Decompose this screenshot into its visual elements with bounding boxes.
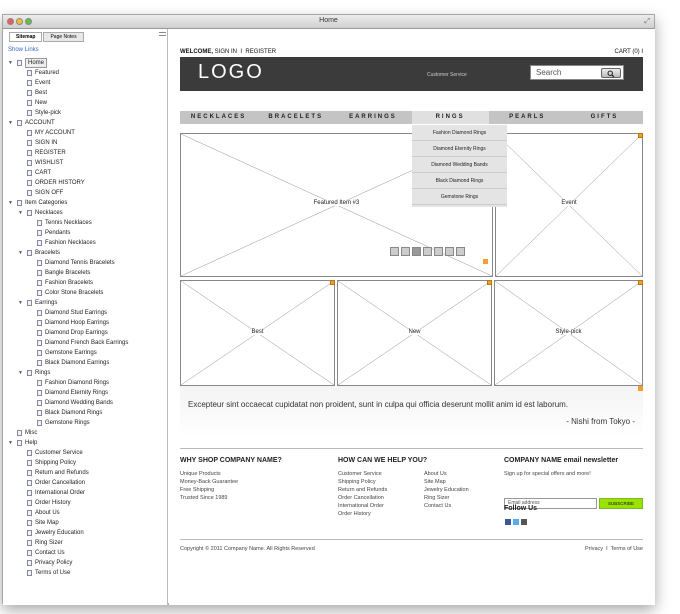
page-icon xyxy=(37,400,42,406)
carousel-dot[interactable] xyxy=(423,247,432,256)
tree-item-label: Diamond Hoop Earrings xyxy=(45,320,110,326)
tree-item[interactable] xyxy=(3,288,168,298)
help-link[interactable]: Order History xyxy=(338,511,371,517)
divider: I xyxy=(606,546,608,552)
tree-item[interactable] xyxy=(3,278,168,288)
tree-item[interactable] xyxy=(3,258,168,268)
page-icon xyxy=(27,130,32,136)
carousel-dot[interactable] xyxy=(390,247,399,256)
help-link[interactable]: Ring Sizer xyxy=(424,495,450,501)
tree-item[interactable] xyxy=(3,498,168,508)
stylepick-placeholder[interactable] xyxy=(494,280,643,386)
tree-item[interactable] xyxy=(3,98,168,108)
tree-item[interactable] xyxy=(3,268,168,278)
page-icon xyxy=(37,350,42,356)
tree-item-label: Black Diamond Earrings xyxy=(45,360,110,366)
tree-item[interactable] xyxy=(3,88,168,98)
tree-item[interactable] xyxy=(3,178,168,188)
page-icon xyxy=(37,320,42,326)
testimonial xyxy=(180,386,643,438)
carousel-dot[interactable] xyxy=(434,247,443,256)
page-icon xyxy=(27,370,32,376)
page-icon xyxy=(27,80,32,86)
page-icon xyxy=(37,260,42,266)
tree-item-label: Fashion Bracelets xyxy=(45,280,94,286)
tree-item-label: Diamond Stud Earrings xyxy=(45,310,108,316)
copyright: Copyright © 2011 Company Name. All Rights Reserved xyxy=(180,546,315,552)
tree-item[interactable] xyxy=(3,488,168,498)
tree-item[interactable] xyxy=(3,138,168,148)
expand-triangle-icon[interactable]: ▼ xyxy=(8,120,13,126)
expand-triangle-icon[interactable]: ▼ xyxy=(18,370,23,376)
tree-item-label: MY ACCOUNT xyxy=(35,130,75,136)
tree-item-label: Pendants xyxy=(45,230,71,236)
tree-item[interactable] xyxy=(3,168,168,178)
tree-item[interactable] xyxy=(3,58,168,68)
tree-item[interactable] xyxy=(3,128,168,138)
page-icon xyxy=(17,200,22,206)
expand-triangle-icon[interactable]: ▼ xyxy=(8,440,13,446)
page-icon xyxy=(17,430,22,436)
page-icon xyxy=(27,520,32,526)
page-icon xyxy=(27,90,32,96)
tree-item[interactable] xyxy=(3,108,168,118)
logo[interactable]: LOGO xyxy=(198,61,264,83)
search-button[interactable] xyxy=(601,68,621,78)
page-icon xyxy=(37,290,42,296)
tree-item[interactable] xyxy=(3,358,168,368)
page-icon xyxy=(37,410,42,416)
tree-item[interactable] xyxy=(3,238,168,248)
main-page xyxy=(169,29,655,605)
tree-item-label: Fashion Necklaces xyxy=(45,240,96,246)
tree-item-label: Color Stone Bracelets xyxy=(45,290,104,296)
carousel-dot[interactable] xyxy=(456,247,465,256)
page-icon xyxy=(37,270,42,276)
page-icon xyxy=(27,480,32,486)
tree-item-label: Order History xyxy=(35,500,71,506)
tree-item-label: Bangle Bracelets xyxy=(45,270,91,276)
tree-item-label: Privacy Policy xyxy=(35,560,73,566)
tab-page-notes[interactable]: Page Notes xyxy=(43,32,83,42)
page-icon xyxy=(37,420,42,426)
tree-item[interactable] xyxy=(3,348,168,358)
tree-item-label: Fashion Diamond Rings xyxy=(45,380,110,386)
expand-triangle-icon[interactable]: ▼ xyxy=(18,250,23,256)
tree-item[interactable] xyxy=(3,318,168,328)
tree-item-label: Contact Us xyxy=(35,550,65,556)
testimonial-text: Excepteur sint occaecat cupidatat non proident, sunt in culpa qui officia deserunt mollit anim id est laborum. xyxy=(188,400,569,409)
tree-item-label: Rings xyxy=(35,370,51,376)
tree-item-label: Ring Sizer xyxy=(35,540,63,546)
page-icon xyxy=(27,160,32,166)
help-link[interactable]: Shipping Policy xyxy=(338,479,376,485)
tree-item[interactable] xyxy=(3,568,168,578)
dropdown-item[interactable]: Black Diamond Rings xyxy=(412,173,507,189)
legal-links xyxy=(585,545,643,553)
register-link[interactable]: REGISTER xyxy=(245,49,277,55)
terms-link[interactable]: Terms of Use xyxy=(610,546,643,552)
page-icon xyxy=(27,500,32,506)
tree-item-label: ACCOUNT xyxy=(25,120,55,126)
page-icon xyxy=(37,390,42,396)
best-label: Best xyxy=(181,329,334,335)
help-links-1 xyxy=(338,470,387,518)
tree-item[interactable] xyxy=(3,518,168,528)
tree-item[interactable] xyxy=(3,378,168,388)
page-icon xyxy=(27,510,32,516)
email-field[interactable]: Email address xyxy=(504,498,597,509)
page-icon xyxy=(37,340,42,346)
tree-item-label: Tennis Necklaces xyxy=(45,220,92,226)
tree-item[interactable] xyxy=(3,308,168,318)
new-label: New xyxy=(338,329,491,335)
tree-item[interactable] xyxy=(3,368,168,378)
help-link[interactable]: Customer Service xyxy=(338,471,382,477)
tree-item-label: Return and Refunds xyxy=(35,470,89,476)
testimonial-author: - Nishi from Tokyo - xyxy=(566,417,635,426)
page-icon xyxy=(27,110,32,116)
page-icon xyxy=(37,380,42,386)
tree-item-label: Customer Service xyxy=(35,450,83,456)
tree-item-label: Item Categories xyxy=(25,200,68,206)
page-icon xyxy=(27,250,32,256)
help-title: HOW CAN WE HELP YOU? xyxy=(338,457,428,464)
why-item: Free Shipping xyxy=(180,487,215,493)
note-icon xyxy=(638,280,643,285)
tree-item-label: ORDER HISTORY xyxy=(35,180,85,186)
tree-item[interactable] xyxy=(3,458,168,468)
tree-item-label: Gemstone Rings xyxy=(45,420,90,426)
page-icon xyxy=(27,190,32,196)
page-icon xyxy=(37,240,42,246)
rings-dropdown xyxy=(412,125,507,207)
page-icon xyxy=(17,120,22,126)
why-item: Unique Products xyxy=(180,471,221,477)
nav-pearls[interactable]: PEARLS xyxy=(509,114,546,120)
tree-item-label: Terms of Use xyxy=(35,570,71,576)
note-icon xyxy=(638,386,643,391)
page-icon xyxy=(17,440,22,446)
tree-item[interactable] xyxy=(3,388,168,398)
tree-item[interactable] xyxy=(3,158,168,168)
tree-item-label: Gemstone Earrings xyxy=(45,350,97,356)
tree-item-label: Order Cancellation xyxy=(35,480,86,486)
tree-item-label: Shipping Policy xyxy=(35,460,77,466)
tree-item[interactable] xyxy=(3,218,168,228)
note-icon xyxy=(638,133,643,138)
tree-item[interactable] xyxy=(3,198,168,208)
page-icon xyxy=(27,560,32,566)
window-title: Home xyxy=(319,17,338,24)
page-icon xyxy=(37,230,42,236)
tree-item-label: Site Map xyxy=(35,520,59,526)
tree-item-label: Featured xyxy=(35,70,60,76)
help-link[interactable]: Site Map xyxy=(424,479,446,485)
carousel-dot[interactable] xyxy=(412,247,421,256)
tree-item-label: Help xyxy=(25,440,38,446)
tree-item[interactable] xyxy=(3,208,168,218)
resize-icon[interactable]: ⤢ xyxy=(644,18,650,25)
tree-item-label: Best xyxy=(35,90,48,96)
page-icon xyxy=(27,550,32,556)
help-link[interactable]: About Us xyxy=(424,471,447,477)
tree-item-label: Diamond Tennis Bracelets xyxy=(45,260,115,266)
tree-item-label: Style-pick xyxy=(35,110,62,116)
featured-label: Featured Item #3 xyxy=(181,200,492,206)
tree-item-label: Earrings xyxy=(35,300,58,306)
tree-item[interactable] xyxy=(3,68,168,78)
magnifier-icon xyxy=(607,70,615,78)
why-shop-title: WHY SHOP COMPANY NAME? xyxy=(180,457,282,464)
expand-triangle-icon[interactable]: ▼ xyxy=(8,200,13,206)
tree-item[interactable] xyxy=(3,428,168,438)
help-links-2 xyxy=(424,470,469,510)
tree-item-label: Diamond French Back Earrings xyxy=(45,340,129,346)
page-icon xyxy=(17,60,22,66)
nav-gifts[interactable]: GIFTS xyxy=(590,114,619,120)
best-placeholder[interactable] xyxy=(180,280,335,386)
tree-item-label: Diamond Wedding Bands xyxy=(45,400,113,406)
dropdown-item[interactable]: Fashion Diamond Rings xyxy=(412,125,507,141)
tree-item-label: Diamond Drop Earrings xyxy=(45,330,108,336)
page-icon xyxy=(27,450,32,456)
tree-item[interactable] xyxy=(3,148,168,158)
page-icon xyxy=(27,170,32,176)
tree-item[interactable] xyxy=(3,298,168,308)
newsletter-title: COMPANY NAME email newsletter xyxy=(504,457,619,464)
facebook-icon[interactable] xyxy=(505,519,511,525)
tree-item-label: Black Diamond Rings xyxy=(45,410,103,416)
page-icon xyxy=(27,180,32,186)
tree-item-label: Bracelets xyxy=(35,250,61,256)
tree-item[interactable] xyxy=(3,188,168,198)
help-link[interactable]: Jewelry Education xyxy=(424,487,469,493)
tree-item-label: About Us xyxy=(35,510,60,516)
tab-sitemap[interactable]: Sitemap xyxy=(9,32,42,42)
sitemap-sidebar xyxy=(3,29,168,605)
page-icon xyxy=(27,530,32,536)
help-link[interactable]: Return and Refunds xyxy=(338,487,388,493)
welcome-bar xyxy=(180,49,276,55)
tree-item[interactable] xyxy=(3,338,168,348)
page-icon xyxy=(37,280,42,286)
tree-item[interactable] xyxy=(3,328,168,338)
tree-item[interactable] xyxy=(3,558,168,568)
tree-item[interactable] xyxy=(3,438,168,448)
subscribe-button[interactable]: SUBSCRIBE xyxy=(599,498,643,509)
tree-item-label: SIGN OFF xyxy=(35,190,64,196)
event-placeholder[interactable] xyxy=(495,133,643,277)
tree-item[interactable] xyxy=(3,118,168,128)
tree-item-label: Event xyxy=(35,80,51,86)
tree-item[interactable] xyxy=(3,478,168,488)
title-bar xyxy=(3,15,654,29)
sidebar-menu-icon[interactable] xyxy=(159,32,166,36)
browser-window xyxy=(2,14,655,604)
expand-triangle-icon[interactable]: ▼ xyxy=(8,60,13,66)
tree-item[interactable] xyxy=(3,398,168,408)
tree-item[interactable] xyxy=(3,78,168,88)
page-icon xyxy=(27,490,32,496)
tree-item-label: Jewelry Education xyxy=(35,530,84,536)
tree-item[interactable] xyxy=(3,408,168,418)
footer-bottom-divider xyxy=(180,539,643,540)
dropdown-item[interactable]: Gemstone Rings xyxy=(412,189,507,205)
sitemap-tree xyxy=(3,58,168,578)
tree-item-label: Diamond Eternity Rings xyxy=(45,390,109,396)
tree-item-label: SIGN IN xyxy=(35,140,58,146)
help-link[interactable]: Order Cancellation xyxy=(338,495,384,501)
tree-item-label: CART xyxy=(35,170,52,176)
page-icon xyxy=(37,330,42,336)
page-icon xyxy=(27,570,32,576)
tree-item[interactable] xyxy=(3,528,168,538)
carousel-dot[interactable] xyxy=(401,247,410,256)
page-icon xyxy=(27,70,32,76)
page-icon xyxy=(27,300,32,306)
new-placeholder[interactable] xyxy=(337,280,492,386)
welcome-text: WELCOME, xyxy=(180,49,213,55)
tree-item-label: New xyxy=(35,100,48,106)
signin-link[interactable]: SIGN IN xyxy=(214,49,238,55)
search-placeholder: Search xyxy=(536,68,562,77)
carousel-dots xyxy=(390,247,467,256)
privacy-link[interactable]: Privacy xyxy=(585,546,604,552)
tree-item[interactable] xyxy=(3,248,168,258)
why-item: Trusted Since 1989 xyxy=(180,495,228,501)
page-icon xyxy=(27,150,32,156)
expand-triangle-icon[interactable]: ▼ xyxy=(18,210,23,216)
tree-item-label: Necklaces xyxy=(35,210,63,216)
tree-item-label: REGISTER xyxy=(35,150,66,156)
note-icon xyxy=(330,280,335,285)
nav-rings[interactable]: RINGS xyxy=(412,111,489,124)
page-icon xyxy=(37,220,42,226)
page-icon xyxy=(27,210,32,216)
carousel-dot[interactable] xyxy=(445,247,454,256)
page-icon xyxy=(37,310,42,316)
newsletter-subtitle: Sign up for special offers and more! xyxy=(504,471,591,477)
tree-item[interactable] xyxy=(3,548,168,558)
sidebar-tabs xyxy=(9,32,85,42)
search-input[interactable] xyxy=(530,65,624,80)
help-link[interactable]: Contact Us xyxy=(424,503,452,509)
tree-item[interactable] xyxy=(3,228,168,238)
page-icon xyxy=(27,470,32,476)
site-header xyxy=(180,57,643,91)
tree-item[interactable] xyxy=(3,508,168,518)
tree-item[interactable] xyxy=(3,448,168,458)
tree-item[interactable] xyxy=(3,538,168,548)
stylepick-label: Style-pick xyxy=(495,329,642,335)
help-link[interactable]: International Order xyxy=(338,503,384,509)
dropdown-item[interactable]: Diamond Eternity Rings xyxy=(412,141,507,157)
divider: I xyxy=(240,49,243,55)
show-links-link[interactable]: Show Links xyxy=(8,47,39,53)
tree-item-label: WISHLIST xyxy=(35,160,64,166)
dropdown-item[interactable]: Diamond Wedding Bands xyxy=(412,157,507,173)
nav-bracelets[interactable]: BRACELETS xyxy=(268,114,324,120)
nav-earrings[interactable]: EARRINGS xyxy=(349,114,397,120)
tree-item[interactable] xyxy=(3,468,168,478)
twitter-icon[interactable] xyxy=(513,519,519,525)
tree-item-label: Misc xyxy=(25,430,38,436)
customer-service-link[interactable]: Customer Service xyxy=(427,72,467,78)
tree-item-label: International Order xyxy=(35,490,86,496)
page-icon xyxy=(27,460,32,466)
nav-necklaces[interactable]: NECKLACES xyxy=(190,114,247,120)
page-icon xyxy=(27,540,32,546)
note-icon xyxy=(487,280,492,285)
tree-item-label: Home xyxy=(25,58,47,68)
event-label: Event xyxy=(496,200,642,206)
rss-icon[interactable] xyxy=(521,519,527,525)
page-icon xyxy=(27,140,32,146)
why-shop-list xyxy=(180,470,238,502)
follow-us-title: Follow Us xyxy=(504,505,538,512)
cart-link[interactable]: CART (0) I xyxy=(614,49,643,55)
page-icon xyxy=(27,100,32,106)
category-nav xyxy=(180,111,643,124)
expand-triangle-icon[interactable]: ▼ xyxy=(18,300,23,306)
carousel-note-icon xyxy=(483,259,488,264)
why-item: Money-Back Guarantee xyxy=(180,479,239,485)
tree-item[interactable] xyxy=(3,418,168,428)
page-icon xyxy=(37,360,42,366)
footer-divider xyxy=(180,448,643,449)
